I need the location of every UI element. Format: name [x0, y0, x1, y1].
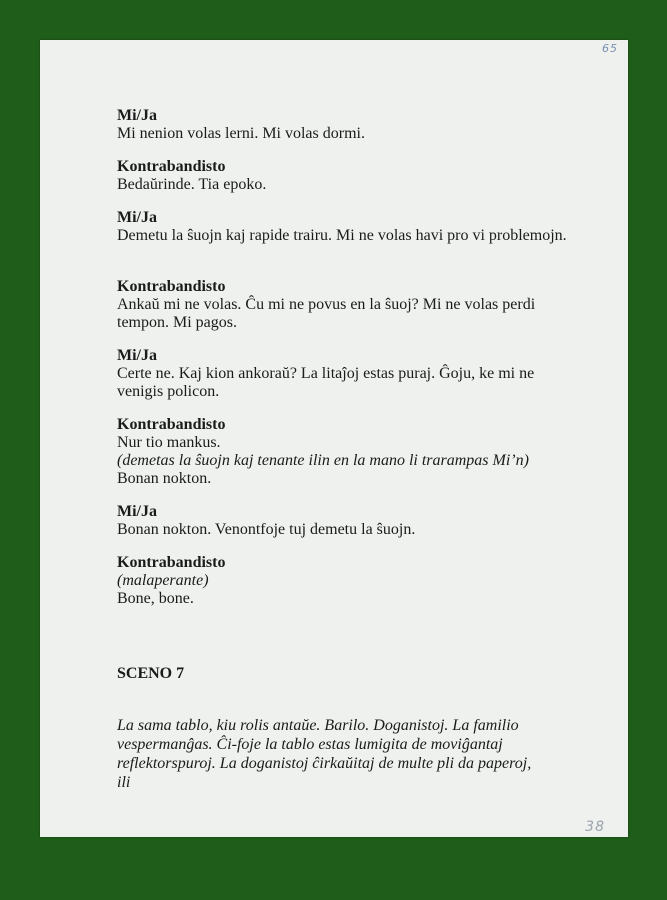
scene-description	[117, 716, 537, 792]
dialogue-line: Ankaŭ mi ne volas. Ĉu mi ne povus en la ŝuoj? Mi ne volas perdi	[117, 296, 536, 313]
handwritten-page-number-bottom: 38	[585, 819, 605, 835]
dialogue-line: Nur tio mankus.	[117, 434, 221, 451]
speaker-name: Mi/Ja	[117, 209, 157, 226]
dialogue-line: Bonan nokton.	[117, 470, 212, 487]
speaker-name: Mi/Ja	[117, 347, 157, 364]
speaker-name: Mi/Ja	[117, 107, 157, 124]
dialogue-line: Mi nenion volas lerni. Mi volas dormi.	[117, 125, 365, 142]
document-page	[40, 40, 628, 837]
dialogue-line: Bonan nokton. Venontfoje tuj demetu la ŝuojn.	[117, 521, 416, 538]
dialogue-block	[117, 503, 597, 539]
dialogue-block	[117, 347, 597, 401]
stage-direction: (demetas la ŝuojn kaj tenante ilin en la mano li trarampas Mi’n)	[117, 452, 529, 469]
dialogue-block	[117, 554, 597, 608]
speaker-name: Kontrabandisto	[117, 278, 226, 295]
scene-description-line: La sama tablo, kiu rolis antaŭe. Barilo. Doganistoj. La familio	[117, 717, 519, 734]
scene-description-line: reflektorspuroj. La doganistoj ĉirkaŭitaj de multe pli da paperoj, ili	[117, 755, 532, 791]
dialogue-line: Demetu la ŝuojn kaj rapide trairu. Mi ne volas havi pro vi problemojn.	[117, 227, 567, 244]
dialogue-block	[117, 209, 597, 245]
dialogue-block	[117, 107, 597, 143]
dialogue-line: tempon. Mi pagos.	[117, 314, 237, 331]
dialogue-line: Bone, bone.	[117, 590, 194, 607]
dialogue-block	[117, 158, 597, 194]
dialogue-block	[117, 278, 597, 332]
speaker-name: Kontrabandisto	[117, 158, 226, 175]
dialogue-line: Certe ne. Kaj kion ankoraŭ? La litaĵoj estas puraj. Ĝoju, ke mi ne	[117, 365, 535, 382]
speaker-name: Kontrabandisto	[117, 554, 226, 571]
handwritten-page-number-top: 65	[602, 42, 618, 55]
dialogue-body	[117, 107, 597, 623]
speaker-name: Kontrabandisto	[117, 416, 226, 433]
dialogue-line: Bedaŭrinde. Tia epoko.	[117, 176, 267, 193]
stage-direction: (malaperante)	[117, 572, 209, 589]
scene-heading: SCENO 7	[117, 665, 185, 682]
dialogue-line: venigis policon.	[117, 383, 220, 400]
scene-description-line: vespermanĝas. Ĉi-foje la tablo estas lumigita de moviĝantaj	[117, 736, 503, 753]
dialogue-block	[117, 416, 597, 488]
speaker-name: Mi/Ja	[117, 503, 157, 520]
